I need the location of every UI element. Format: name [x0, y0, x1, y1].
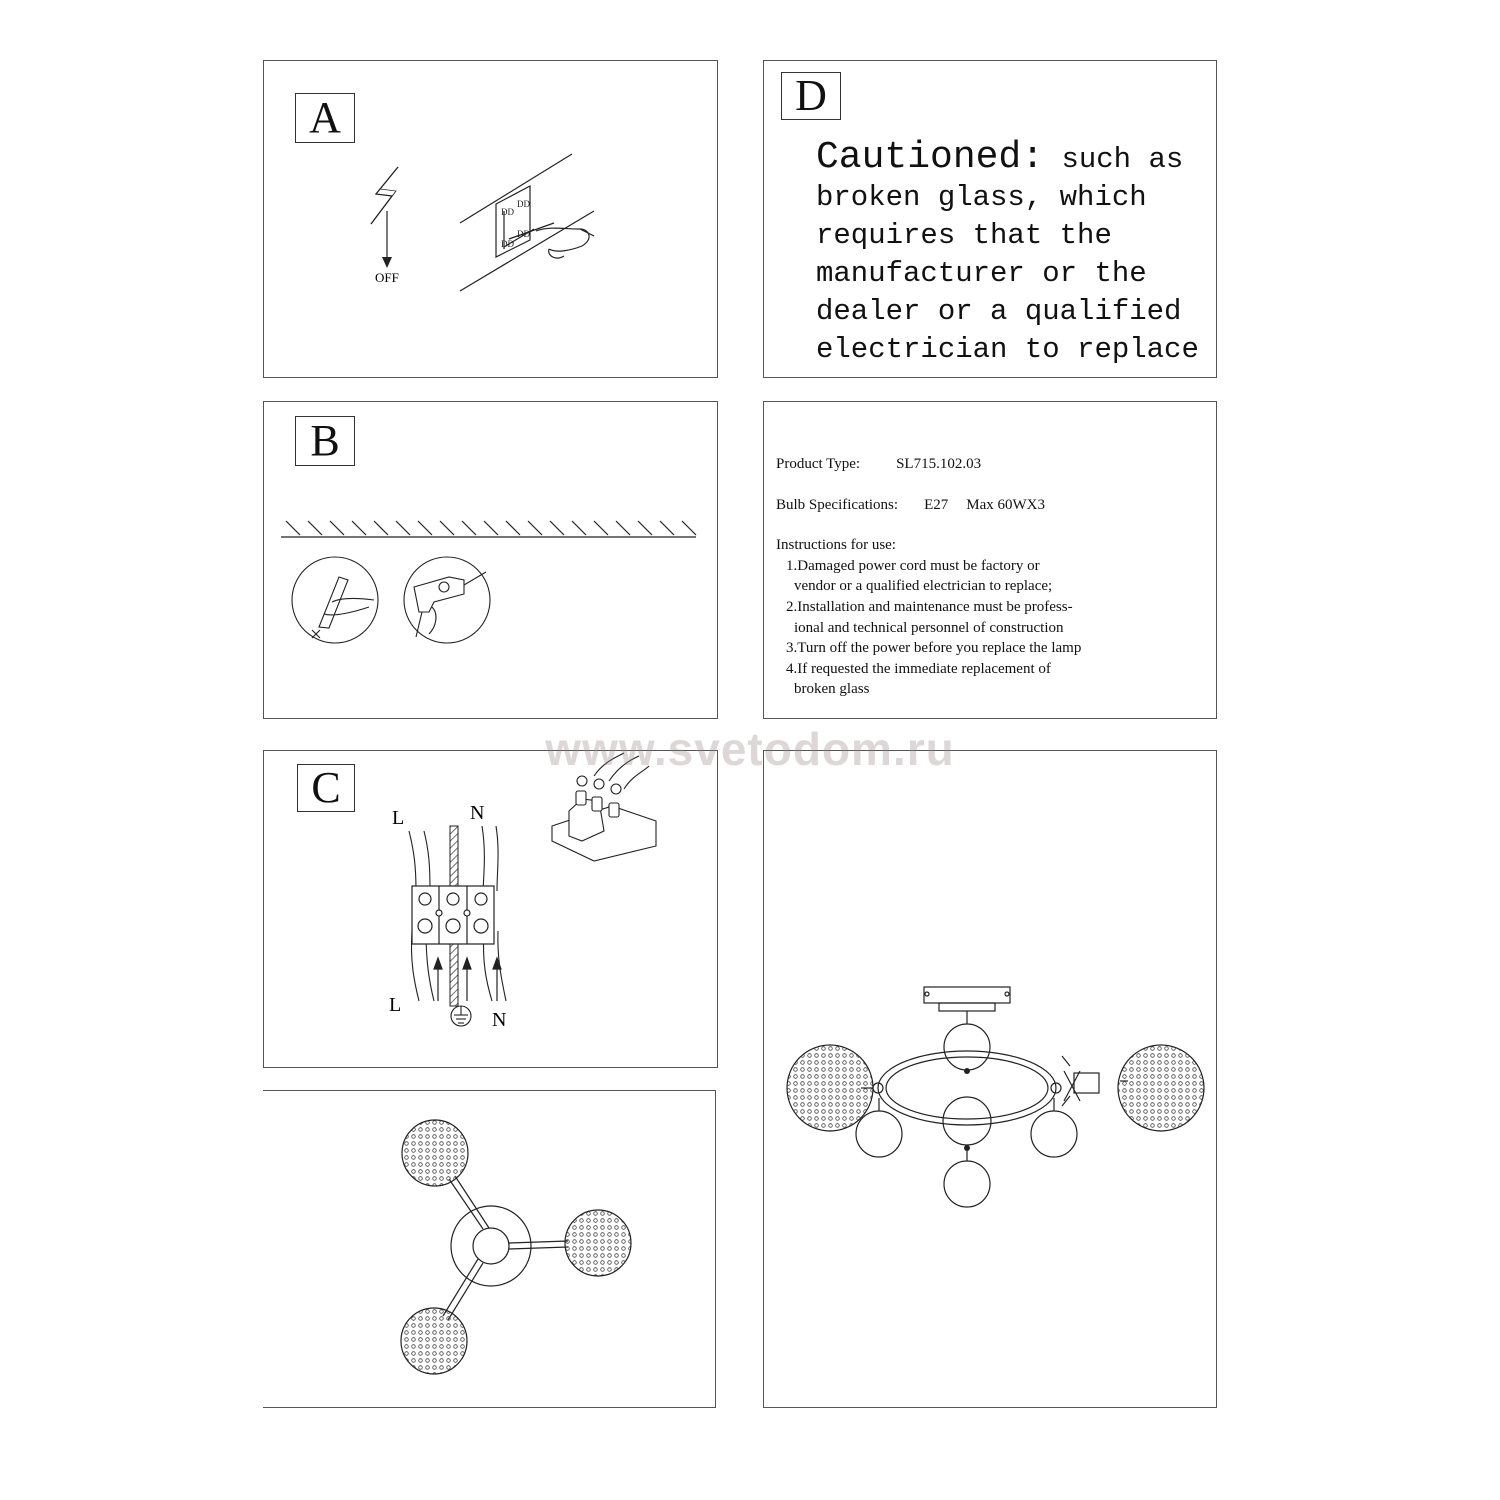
glass-shade: [402, 1120, 468, 1186]
lamp-top-view-diagram: [263, 1091, 716, 1409]
panel-assembly-view: [763, 750, 1217, 1408]
lamp-assembly-diagram: [764, 751, 1218, 1409]
svg-text:DD: DD: [501, 239, 514, 249]
glass-shade: [1118, 1045, 1204, 1131]
glass-shade: [787, 1045, 873, 1131]
caution-line: electrician to replace: [816, 333, 1199, 366]
product-type-value: SL715.102.03: [896, 456, 982, 472]
wiring-diagram: [264, 751, 719, 1069]
panel-d-caution: [763, 60, 1217, 378]
product-type-label: Product Type:: [776, 456, 861, 472]
bulb-base: E27: [924, 496, 949, 513]
marking-pencil-icon: [292, 557, 378, 643]
bulb-spec-label: Bulb Specifications:: [776, 496, 899, 513]
bulb-max: Max 60WX3: [966, 496, 1045, 513]
power-off-illustration: [264, 61, 719, 379]
svg-text:DD: DD: [501, 207, 514, 217]
down-arrow-icon: [382, 211, 392, 268]
ceiling-hatch: [281, 521, 696, 537]
off-label: OFF: [375, 270, 399, 285]
instruction-line: broken glass: [794, 681, 870, 698]
instruction-line: 4.If requested the immediate replacement of: [786, 660, 1051, 677]
panel-c-label: C: [297, 764, 355, 812]
panel-d-label: D: [781, 72, 841, 120]
panel-b-label: B: [295, 416, 355, 466]
live-label-bottom: L: [389, 994, 402, 1016]
ground-symbol-icon: [451, 1006, 471, 1026]
instruction-line: 2.Installation and maintenance must be profess-: [786, 598, 1073, 615]
instruction-line: 1.Damaged power cord must be factory or: [786, 557, 1040, 574]
panel-b-drilling: [263, 401, 718, 719]
panel-a-power-off: [263, 60, 718, 378]
caution-line: such as: [1044, 143, 1184, 176]
live-label-top: L: [392, 807, 405, 829]
specifications-text: [776, 454, 1216, 700]
caution-line: dealer or a qualified: [816, 295, 1182, 328]
panel-specifications: [763, 401, 1217, 719]
lightning-icon: [371, 167, 398, 224]
electric-drill-icon: [404, 557, 490, 643]
panel-a-label: A: [295, 93, 355, 143]
caution-line: manufacturer or the: [816, 257, 1147, 290]
caution-title: Cautioned:: [816, 136, 1045, 179]
up-arrows: [434, 958, 501, 1001]
glass-shade: [401, 1308, 467, 1374]
instruction-line: 3.Turn off the power before you replace the lamp: [786, 640, 1082, 657]
neutral-label-top: N: [470, 802, 485, 824]
panel-top-view: [263, 1090, 716, 1408]
caution-text: [816, 136, 1216, 369]
watermark: www.svetodom.ru: [545, 723, 955, 775]
svg-text:DD: DD: [517, 199, 530, 209]
neutral-label-bottom: N: [492, 1009, 507, 1031]
instruction-line: vendor or a qualified electrician to replace;: [794, 578, 1053, 595]
terminal-block: [412, 886, 494, 944]
instructions-title: Instructions for use:: [776, 537, 896, 554]
caution-line: requires that the: [816, 219, 1112, 252]
wall-switch-illustration: [460, 154, 594, 291]
panel-c-wiring: [263, 750, 718, 1068]
instruction-line: ional and technical personnel of construction: [794, 619, 1064, 636]
ceiling-drilling-illustration: [264, 402, 719, 720]
glass-shade: [565, 1210, 631, 1276]
svg-text:DD: DD: [517, 229, 530, 239]
caution-line: broken glass, which: [816, 181, 1147, 214]
